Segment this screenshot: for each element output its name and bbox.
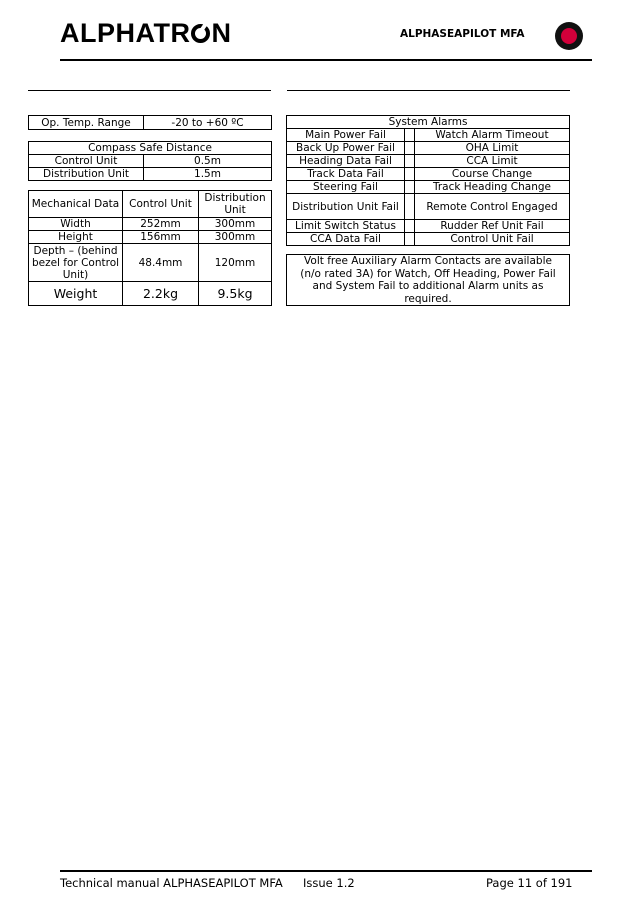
brand-dot-icon: [555, 22, 583, 50]
alarm-spacer: [405, 181, 415, 194]
mech-row-label: Weight: [29, 282, 123, 306]
compass-row-value: 0.5m: [144, 155, 272, 168]
mech-row-du: 300mm: [199, 231, 272, 244]
temp-value: -20 to +60 ºC: [144, 116, 272, 130]
alarm-left: CCA Data Fail: [287, 233, 405, 246]
mech-row-cu: 2.2kg: [123, 282, 199, 306]
mech-row-cu: 156mm: [123, 231, 199, 244]
alarm-left: Distribution Unit Fail: [287, 194, 405, 220]
footer-manual: Technical manual ALPHASEAPILOT MFA: [60, 876, 283, 890]
alarm-right: Rudder Ref Unit Fail: [415, 220, 570, 233]
alarm-left: Steering Fail: [287, 181, 405, 194]
header-title: ALPHASEAPILOT MFA: [400, 28, 525, 40]
mech-header: Distribution Unit: [199, 191, 272, 218]
alarm-left: Track Data Fail: [287, 168, 405, 181]
alphatron-logo: [60, 18, 231, 48]
alarm-spacer: [405, 220, 415, 233]
logo-text-n: N: [211, 18, 232, 48]
alarm-left: Main Power Fail: [287, 129, 405, 142]
note-text: Volt free Auxiliary Alarm Contacts are available (n/o rated 3A) for Watch, Off Heading, Power Fail and System Fail to additional Alarm units as required.: [287, 255, 570, 306]
alarm-spacer: [405, 142, 415, 155]
alarm-left: Limit Switch Status: [287, 220, 405, 233]
alarm-spacer: [405, 233, 415, 246]
logo-ring-icon: [191, 24, 210, 43]
alarm-right: Watch Alarm Timeout: [415, 129, 570, 142]
alarm-spacer: [405, 168, 415, 181]
mech-row-du: 9.5kg: [199, 282, 272, 306]
footer-rule: [60, 870, 592, 872]
alarm-spacer: [405, 129, 415, 142]
alarm-right: CCA Limit: [415, 155, 570, 168]
compass-title: Compass Safe Distance: [29, 142, 272, 155]
mech-row-du: 120mm: [199, 244, 272, 282]
mech-header: Control Unit: [123, 191, 199, 218]
mech-row-cu: 48.4mm: [123, 244, 199, 282]
compass-row-label: Control Unit: [29, 155, 144, 168]
alarm-spacer: [405, 155, 415, 168]
compass-row-value: 1.5m: [144, 168, 272, 181]
note-box: [286, 254, 570, 306]
footer-page: Page 11 of 191: [486, 876, 573, 890]
alarms-table: [286, 115, 570, 246]
alarm-spacer: [405, 194, 415, 220]
logo-text-alph: ALPHATR: [60, 18, 191, 48]
alarm-right: Course Change: [415, 168, 570, 181]
header-rule: [60, 59, 592, 61]
mech-row-label: Height: [29, 231, 123, 244]
mech-row-label: Depth – (behind bezel for Control Unit): [29, 244, 123, 282]
alarm-right: Remote Control Engaged: [415, 194, 570, 220]
alarm-left: Back Up Power Fail: [287, 142, 405, 155]
section-rule-left: [28, 90, 271, 91]
alarm-right: Track Heading Change: [415, 181, 570, 194]
alarm-right: Control Unit Fail: [415, 233, 570, 246]
alarms-title: System Alarms: [287, 116, 570, 129]
mech-row-label: Width: [29, 218, 123, 231]
mech-row-cu: 252mm: [123, 218, 199, 231]
mechanical-table: [28, 190, 272, 306]
section-rule-right: [287, 90, 570, 91]
compass-row-label: Distribution Unit: [29, 168, 144, 181]
compass-table: [28, 141, 272, 181]
temp-table: [28, 115, 272, 130]
alarm-right: OHA Limit: [415, 142, 570, 155]
footer-issue: Issue 1.2: [303, 876, 355, 890]
mech-header: Mechanical Data: [29, 191, 123, 218]
mech-row-du: 300mm: [199, 218, 272, 231]
alarm-left: Heading Data Fail: [287, 155, 405, 168]
temp-label: Op. Temp. Range: [29, 116, 144, 130]
